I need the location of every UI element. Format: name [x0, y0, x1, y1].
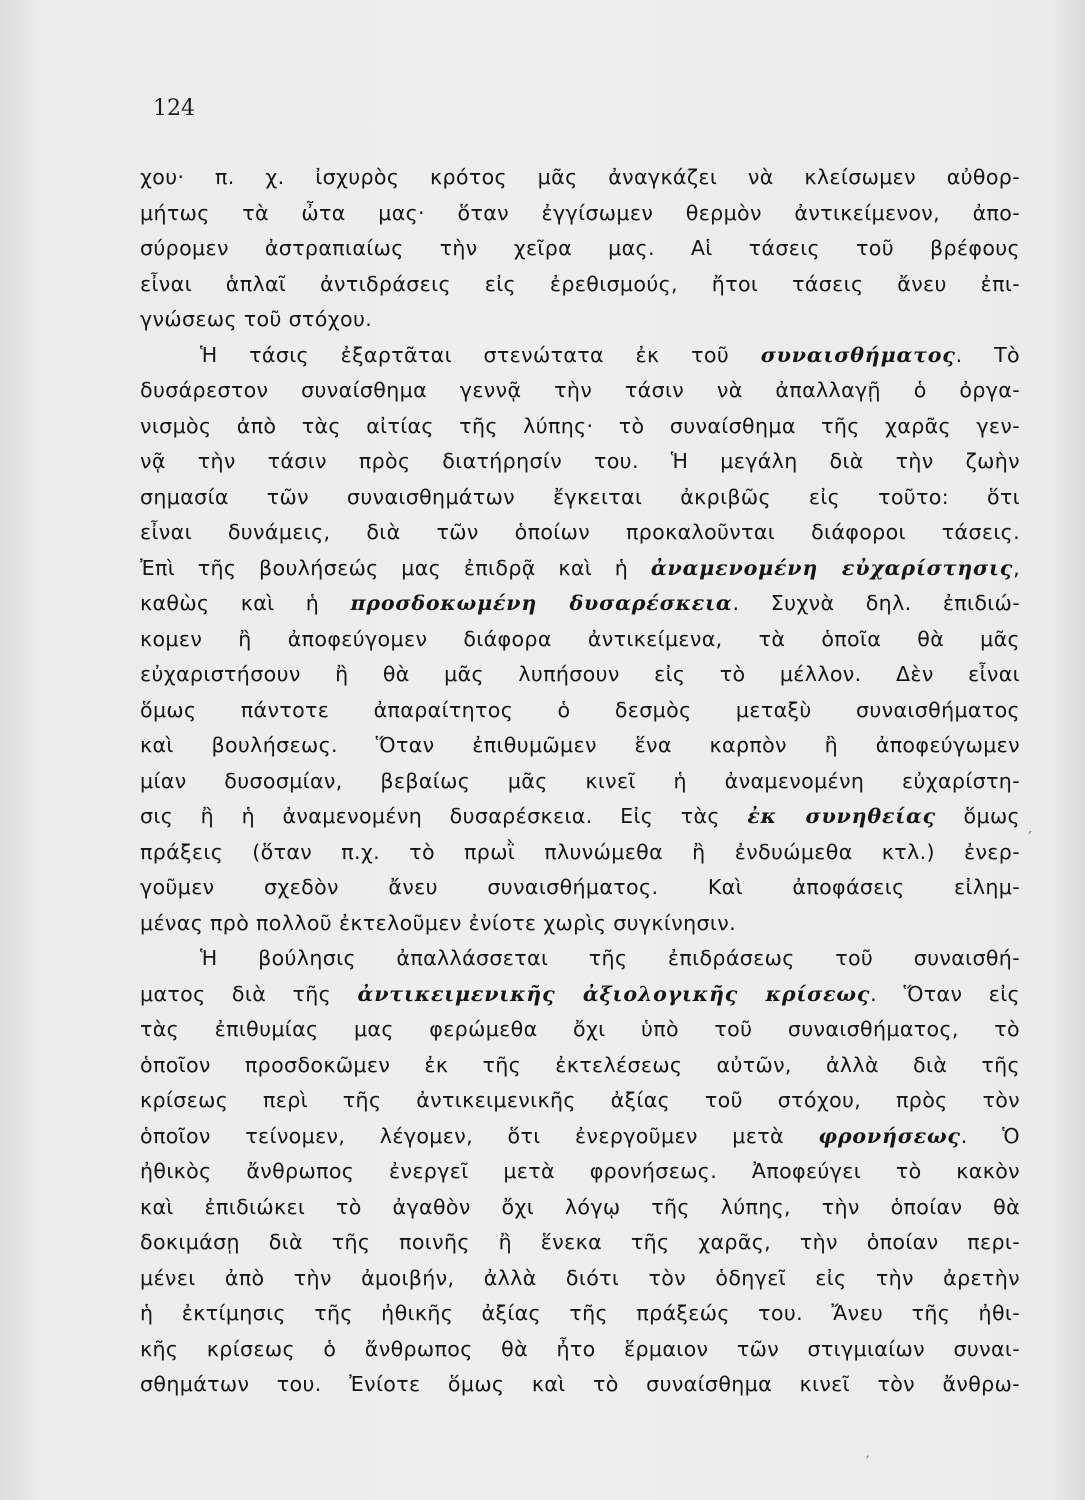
text-segment: Ἡ τάσις ἐξαρτᾶται στενώτατα ἐκ τοῦ: [200, 342, 761, 367]
text-segment: . Ὅταν εἰς: [870, 981, 1020, 1006]
text-line: [140, 728, 1020, 764]
text-line: [140, 480, 1020, 516]
text-segment: εἶναι δυνάμεις, διὰ τῶν ὁποίων προκαλοῦνται διάφοροι τάσεις.: [140, 520, 1020, 544]
text-segment: . Συχνὰ δηλ. ἐπιδιώ-: [732, 591, 1021, 615]
text-line: [140, 160, 1020, 196]
text-line: [140, 196, 1020, 232]
text-line: [140, 835, 1020, 871]
text-line: [140, 764, 1020, 800]
text-segment: κομεν ἢ ἀποφεύγομεν διάφορα ἀντικείμενα, τὰ ὁποῖα θὰ μᾶς: [140, 626, 1020, 651]
text-segment: σημασία τῶν συναισθημάτων ἔγκειται ἀκριβῶς εἰς τοῦτο: ὅτι: [140, 484, 1020, 509]
text-segment: καὶ βουλήσεως. Ὅταν ἐπιθυμῶμεν ἕνα καρπὸν ἢ ἀποφεύγωμεν: [140, 733, 1020, 757]
text-line: [140, 657, 1020, 693]
text-segment: σύρομεν ἀστραπιαίως τὴν χεῖρα μας. Αἱ τάσεις τοῦ βρέφους: [140, 236, 1020, 260]
text-segment: εὐχαριστήσουν ἢ θὰ μᾶς λυπήσουν εἰς τὸ μέλλον. Δὲν εἶναι: [140, 662, 1020, 686]
emphasized-term: ἀναμενομένη εὐχαρίστησις: [650, 555, 1014, 580]
paper-mark: ′: [1028, 828, 1033, 849]
text-line: [140, 1154, 1020, 1190]
text-segment: πράξεις (ὅταν π.χ. τὸ πρωῒ πλυνώμεθα ἢ ἐνδυώμεθα κτλ.) ἐνερ-: [140, 839, 1020, 864]
text-line: [140, 586, 1020, 622]
text-line: [140, 941, 1020, 977]
text-line: [140, 870, 1020, 906]
text-segment: σθημάτων του. Ἐνίοτε ὅμως καὶ τὸ συναίσθημα κινεῖ τὸν ἄνθρω-: [140, 1372, 1020, 1396]
text-segment: γνώσεως τοῦ στόχου.: [140, 307, 373, 331]
text-segment: νᾷ τὴν τάσιν πρὸς διατήρησίν του. Ἡ μεγάλη διὰ τὴν ζωὴν: [140, 449, 1020, 473]
text-segment: μήτως τὰ ὦτα μας· ὅταν ἐγγίσωμεν θερμὸν ἀντικείμενον, ἀπο-: [140, 200, 1020, 225]
text-line: [140, 302, 1020, 338]
text-segment: κῆς κρίσεως ὁ ἄνθρωπος θὰ ἦτο ἕρμαιον τῶν στιγμιαίων συναι-: [140, 1336, 1020, 1361]
text-line: [140, 1119, 1020, 1155]
text-line: [140, 444, 1020, 480]
text-segment: μίαν δυσοσμίαν, βεβαίως μᾶς κινεῖ ἡ ἀναμενομένη εὐχαρίστη-: [140, 768, 1020, 793]
paper-mark: ′: [866, 1452, 870, 1471]
text-line: [140, 1190, 1020, 1226]
text-line: [140, 338, 1020, 374]
text-line: [140, 267, 1020, 303]
text-line: [140, 906, 1020, 942]
text-segment: Ἡ βούλησις ἀπαλλάσσεται τῆς ἐπιδράσεως τοῦ συναισθή-: [200, 946, 1020, 970]
text-segment: νισμὸς ἀπὸ τὰς αἰτίας τῆς λύπης· τὸ συναίσθημα τῆς χαρᾶς γεν-: [140, 413, 1020, 438]
emphasized-term: προσδοκωμένη δυσαρέσκεια: [350, 591, 733, 615]
text-line: [140, 1083, 1020, 1119]
text-segment: ἠθικὸς ἄνθρωπος ἐνεργεῖ μετὰ φρονήσεως. Ἀποφεύγει τὸ κακὸν: [140, 1159, 1020, 1183]
text-line: [140, 799, 1020, 835]
text-segment: δοκιμάσῃ διὰ τῆς ποινῆς ἢ ἕνεκα τῆς χαρᾶς, τὴν ὁποίαν περι-: [140, 1230, 1020, 1254]
page-number: 124: [153, 96, 195, 121]
text-line: [140, 693, 1020, 729]
text-segment: . Τὸ: [955, 342, 1021, 367]
emphasized-term: συναισθήματος: [760, 342, 956, 367]
text-line: [140, 1367, 1020, 1403]
text-segment: ,: [1013, 555, 1021, 580]
text-segment: δυσάρεστον συναίσθημα γεννᾷ τὴν τάσιν νὰ ἀπαλλαγῇ ὁ ὀργα-: [140, 378, 1020, 402]
text-line: [140, 1012, 1020, 1048]
text-line: [140, 1332, 1020, 1368]
text-segment: ὁποῖον προσδοκῶμεν ἐκ τῆς ἐκτελέσεως αὐτῶν, ἀλλὰ διὰ τῆς: [140, 1052, 1020, 1077]
text-segment: κρίσεως περὶ τῆς ἀντικειμενικῆς ἀξίας τοῦ στόχου, πρὸς τὸν: [140, 1088, 1020, 1112]
text-segment: ὁποῖον τείνομεν, λέγομεν, ὅτι ἐνεργοῦμεν μετὰ: [140, 1123, 819, 1148]
text-line: [140, 622, 1020, 658]
text-segment: Ἐπὶ τῆς βουλήσεώς μας ἐπιδρᾷ καὶ ἡ: [140, 555, 651, 580]
text-line: [140, 1225, 1020, 1261]
text-segment: . Ὁ: [960, 1123, 1020, 1148]
text-line: [140, 1261, 1020, 1297]
text-segment: σις ἢ ἡ ἀναμενομένη δυσαρέσκεια. Εἰς τὰς: [140, 804, 748, 828]
text-segment: ὅμως: [936, 804, 1020, 828]
text-segment: εἶναι ἁπλαῖ ἀντιδράσεις εἰς ἐρεθισμούς, ἤτοι τάσεις ἄνευ ἐπι-: [140, 271, 1020, 296]
emphasized-term: φρονήσεως: [818, 1123, 961, 1148]
text-line: [140, 977, 1020, 1013]
text-segment: χου· π. χ. ἰσχυρὸς κρότος μᾶς ἀναγκάζει νὰ κλείσωμεν αὐθορ-: [140, 165, 1020, 189]
text-segment: ἡ ἐκτίμησις τῆς ἠθικῆς ἀξίας τῆς πράξεώς του. Ἄνευ τῆς ἠθι-: [140, 1301, 1020, 1325]
text-line: [140, 551, 1020, 587]
text-segment: καὶ ἐπιδιώκει τὸ ἀγαθὸν ὄχι λόγῳ τῆς λύπης, τὴν ὁποίαν θὰ: [140, 1194, 1020, 1219]
text-segment: καθὼς καὶ ἡ: [140, 591, 351, 615]
text-line: [140, 231, 1020, 267]
text-line: [140, 1048, 1020, 1084]
text-line: [140, 1296, 1020, 1332]
text-line: [140, 409, 1020, 445]
text-segment: μένας πρὸ πολλοῦ ἐκτελοῦμεν ἐνίοτε χωρὶς συγκίνησιν.: [140, 910, 736, 935]
body-text: [140, 160, 1020, 1403]
text-segment: γοῦμεν σχεδὸν ἄνευ συναισθήματος. Καὶ ἀποφάσεις εἰλημ-: [140, 875, 1020, 899]
text-line: [140, 515, 1020, 551]
text-segment: μένει ἀπὸ τὴν ἀμοιβήν, ἀλλὰ διότι τὸν ὁδηγεῖ εἰς τὴν ἀρετὴν: [140, 1265, 1020, 1290]
text-segment: τὰς ἐπιθυμίας μας φερώμεθα ὄχι ὑπὸ τοῦ συναισθήματος, τὸ: [140, 1017, 1020, 1041]
text-segment: ματος διὰ τῆς: [140, 981, 358, 1006]
text-line: [140, 373, 1020, 409]
text-segment: ὅμως πάντοτε ἀπαραίτητος ὁ δεσμὸς μεταξὺ συναισθήματος: [140, 697, 1020, 722]
emphasized-term: ἐκ συνηθείας: [747, 804, 937, 828]
emphasized-term: ἀντικειμενικῆς ἀξιολογικῆς κρίσεως: [357, 981, 871, 1006]
